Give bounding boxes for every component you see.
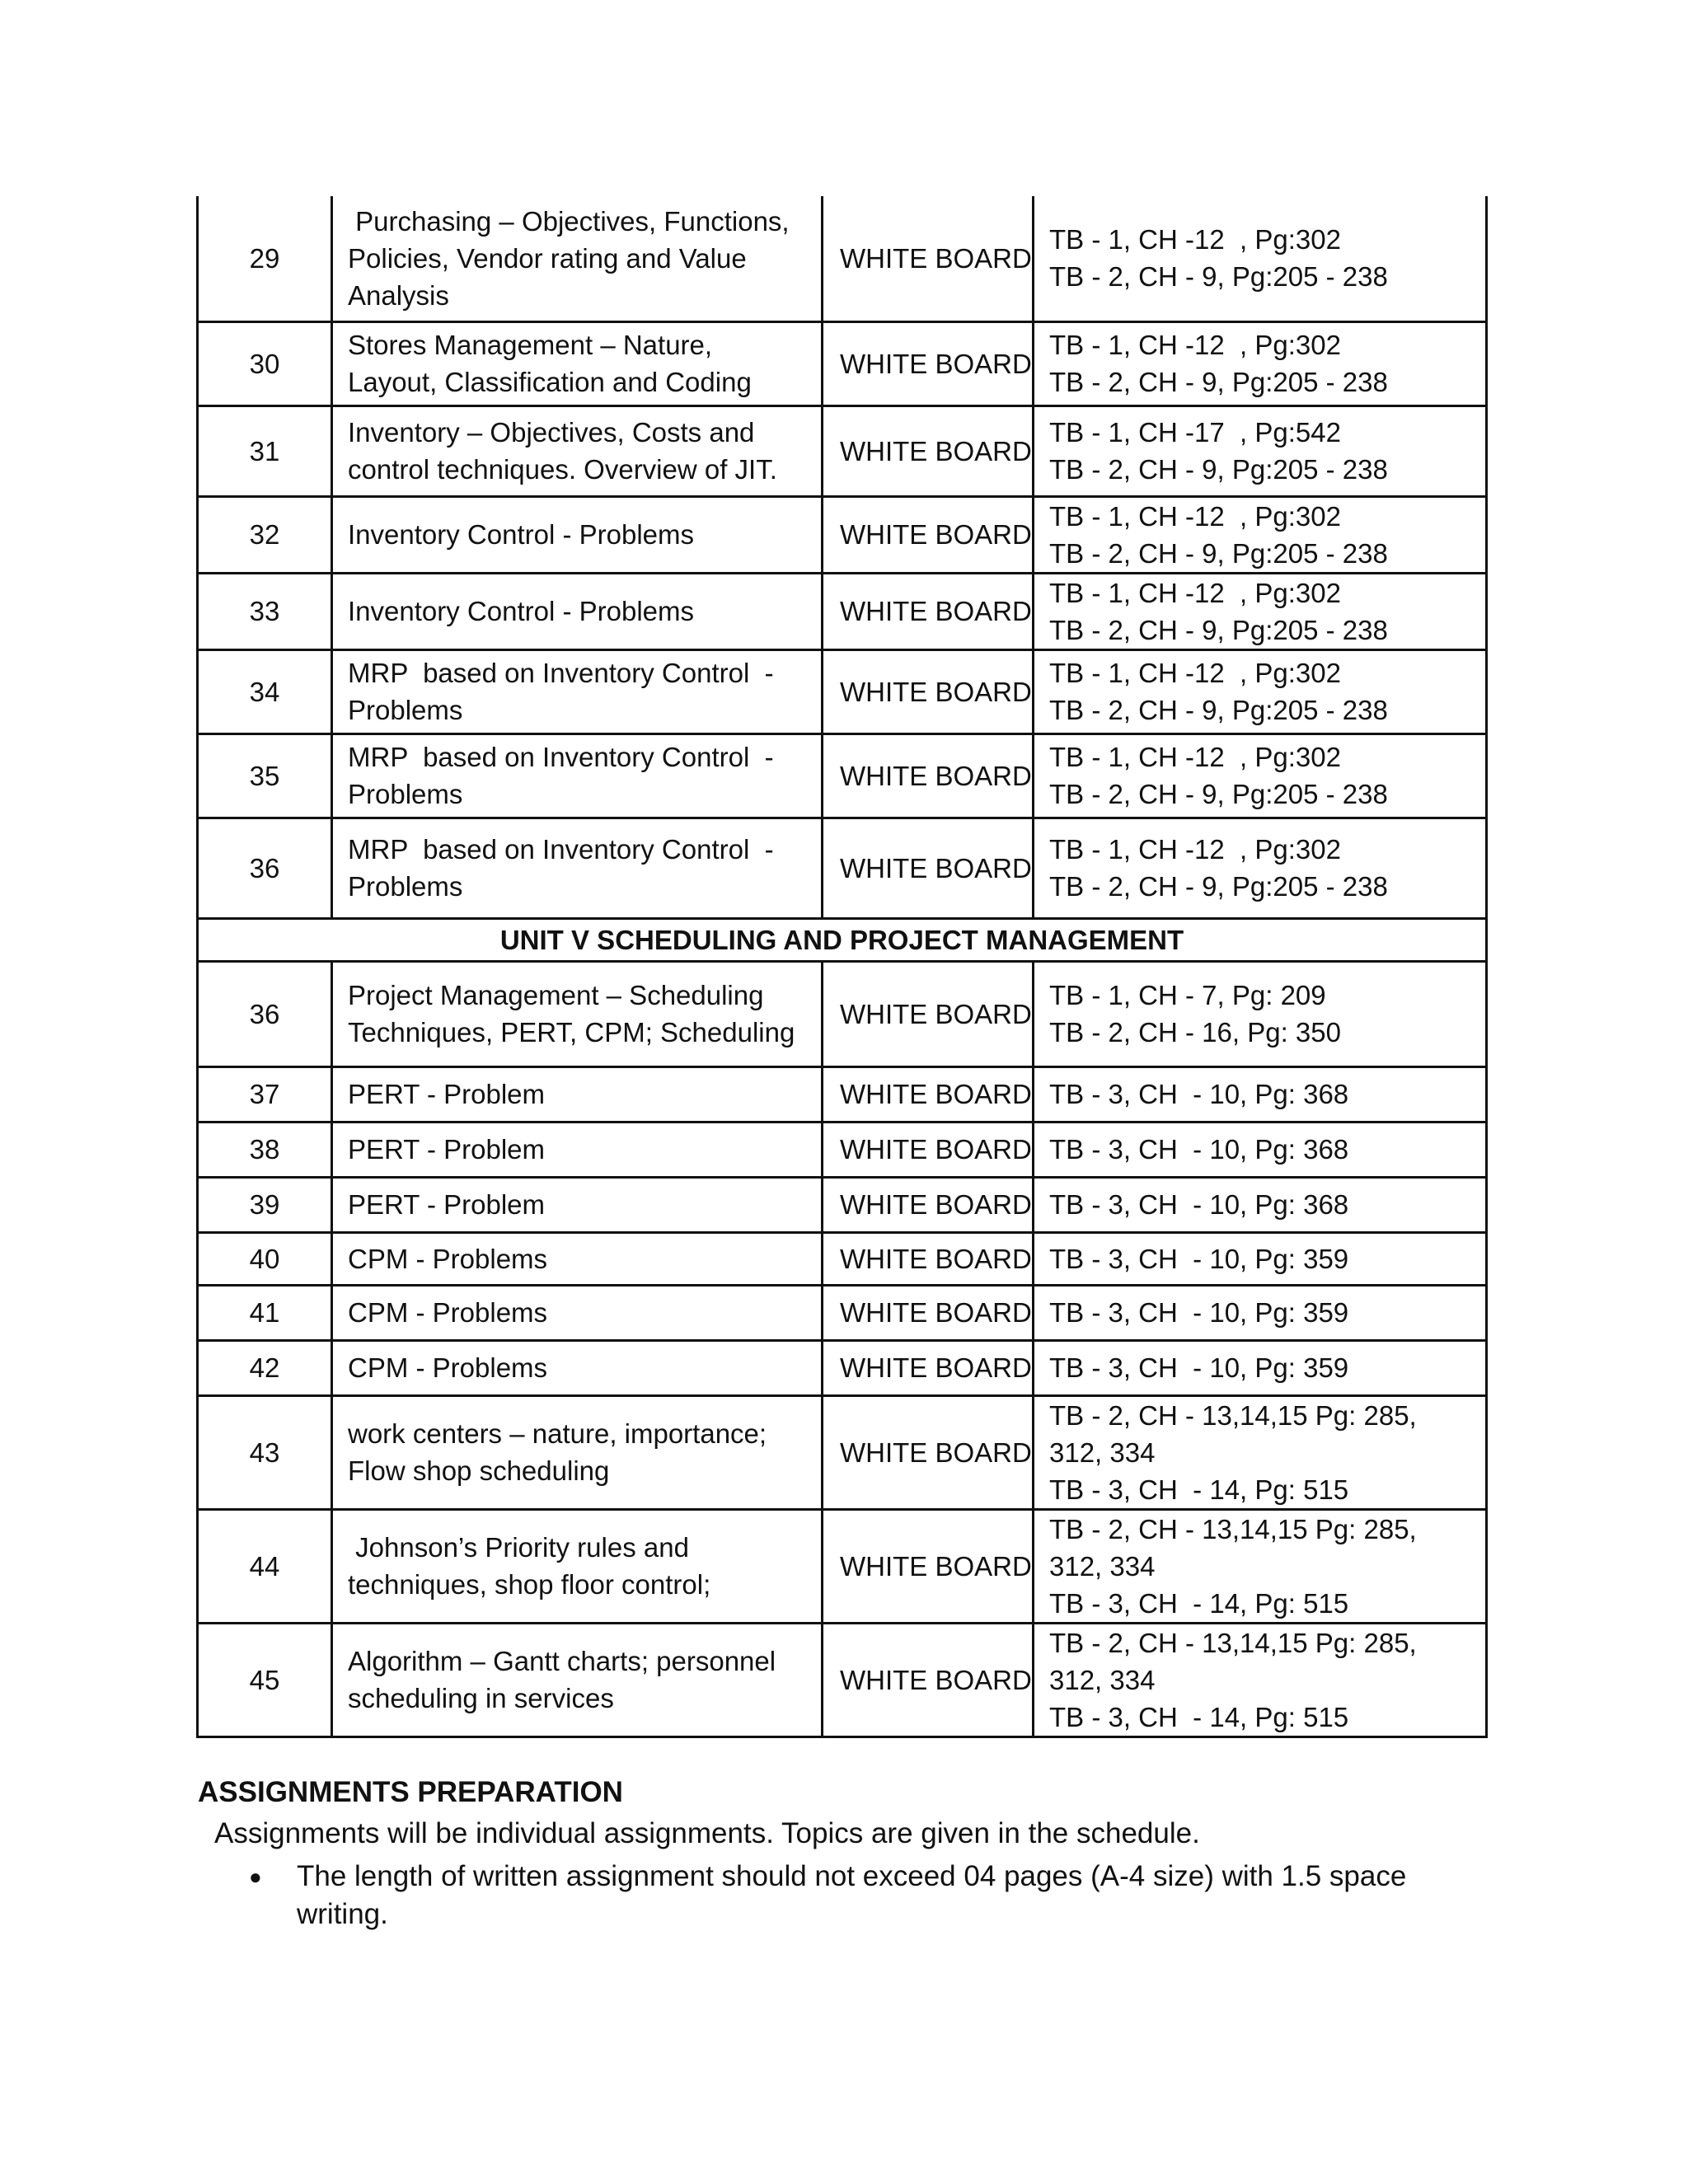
topic-cell	[332, 1395, 823, 1509]
session-number-cell: 33	[198, 573, 332, 649]
topic-cell	[332, 961, 823, 1066]
session-number-cell: 45	[198, 1623, 332, 1736]
session-number-cell: 29	[198, 196, 332, 321]
assignment-bullet-text: The length of written assignment should not exceed 04 pages (A-4 size) with 1.5 space writing.	[297, 1860, 1407, 1930]
topic-line: MRP based on Inventory Control -	[348, 834, 774, 865]
topic-cell	[332, 649, 823, 733]
topic-cell	[332, 1623, 823, 1736]
reference-cell	[1034, 1066, 1487, 1122]
topic-line: PERT - Problem	[348, 1134, 546, 1165]
teaching-aid-cell: WHITE BOARD	[823, 649, 1034, 733]
teaching-aid-cell: WHITE BOARD	[823, 1340, 1034, 1395]
topic-cell	[332, 1066, 823, 1122]
topic-line: Johnson’s Priority rules and	[348, 1532, 689, 1563]
session-number-cell: 39	[198, 1177, 332, 1232]
reference-line: TB - 3, CH - 10, Pg: 368	[1049, 1079, 1349, 1109]
table-row	[198, 1623, 1487, 1736]
reference-line: TB - 2, CH - 13,14,15 Pg: 285,	[1049, 1513, 1417, 1544]
teaching-aid-cell: WHITE BOARD	[823, 1232, 1034, 1285]
assignments-bullet-list	[249, 1858, 1485, 1933]
reference-line: TB - 3, CH - 10, Pg: 359	[1049, 1297, 1349, 1328]
reference-line: TB - 1, CH -12 , Pg:302	[1049, 742, 1341, 772]
assignment-bullet-item	[249, 1858, 1485, 1933]
reference-line: TB - 2, CH - 9, Pg:205 - 238	[1049, 537, 1388, 569]
table-row	[198, 573, 1487, 649]
topic-line: control techniques. Overview of JIT.	[348, 454, 777, 485]
teaching-aid-cell: WHITE BOARD	[823, 405, 1034, 496]
reference-line: 312, 334	[1049, 1664, 1156, 1695]
reference-cell	[1034, 818, 1487, 918]
topic-line: Techniques, PERT, CPM; Scheduling	[348, 1017, 795, 1047]
topic-line: Analysis	[348, 279, 449, 311]
table-row	[198, 1340, 1487, 1395]
reference-line: TB - 2, CH - 9, Pg:205 - 238	[1049, 695, 1388, 725]
reference-cell	[1034, 1395, 1487, 1509]
teaching-aid-cell: WHITE BOARD	[823, 1395, 1034, 1509]
session-number-cell: 34	[198, 649, 332, 733]
reference-cell	[1034, 1177, 1487, 1232]
reference-cell	[1034, 1122, 1487, 1177]
teaching-aid-cell: WHITE BOARD	[823, 1509, 1034, 1623]
session-number-cell: 35	[198, 733, 332, 818]
topic-line: MRP based on Inventory Control -	[348, 658, 774, 688]
session-number-cell: 30	[198, 321, 332, 405]
teaching-aid-cell: WHITE BOARD	[823, 1122, 1034, 1177]
teaching-aid-cell: WHITE BOARD	[823, 1623, 1034, 1736]
topic-line: Layout, Classification and Coding	[348, 367, 752, 397]
table-row	[198, 321, 1487, 405]
teaching-aid-cell: WHITE BOARD	[823, 1066, 1034, 1122]
assignments-intro: Assignments will be individual assignments. Topics are given in the schedule.	[214, 1817, 1200, 1849]
topic-line: CPM - Problems	[348, 1243, 548, 1274]
topic-line: Policies, Vendor rating and Value	[348, 242, 747, 274]
reference-cell	[1034, 649, 1487, 733]
reference-cell	[1034, 196, 1487, 321]
table-row	[198, 1066, 1487, 1122]
session-number-cell: 36	[198, 818, 332, 918]
reference-line: TB - 2, CH - 13,14,15 Pg: 285,	[1049, 1627, 1417, 1658]
unit-heading: UNIT V SCHEDULING AND PROJECT MANAGEMENT	[198, 918, 1487, 961]
table-row	[198, 1285, 1487, 1340]
reference-line: TB - 1, CH - 7, Pg: 209	[1049, 980, 1326, 1010]
session-number-cell: 44	[198, 1509, 332, 1623]
reference-cell	[1034, 496, 1487, 573]
reference-line: TB - 3, CH - 14, Pg: 515	[1049, 1474, 1349, 1505]
topic-line: Algorithm – Gantt charts; personnel	[348, 1646, 776, 1676]
reference-line: TB - 2, CH - 9, Pg:205 - 238	[1049, 261, 1388, 293]
table-row	[198, 1232, 1487, 1285]
teaching-aid-cell: WHITE BOARD	[823, 961, 1034, 1066]
reference-line: TB - 1, CH -12 , Pg:302	[1049, 658, 1341, 688]
teaching-aid-cell: WHITE BOARD	[823, 321, 1034, 405]
session-number-cell: 37	[198, 1066, 332, 1122]
reference-cell	[1034, 1623, 1487, 1736]
reference-line: TB - 2, CH - 16, Pg: 350	[1049, 1017, 1341, 1047]
reference-line: TB - 2, CH - 9, Pg:205 - 238	[1049, 367, 1388, 397]
reference-cell	[1034, 321, 1487, 405]
reference-line: TB - 2, CH - 13,14,15 Pg: 285,	[1049, 1399, 1417, 1431]
topic-line: Purchasing – Objectives, Functions,	[348, 205, 790, 237]
topic-line: Inventory – Objectives, Costs and	[348, 417, 755, 448]
topic-cell	[332, 1340, 823, 1395]
topic-line: Stores Management – Nature,	[348, 330, 713, 360]
teaching-aid-cell: WHITE BOARD	[823, 1177, 1034, 1232]
reference-line: TB - 1, CH -17 , Pg:542	[1049, 417, 1341, 448]
table-row	[198, 961, 1487, 1066]
reference-cell	[1034, 573, 1487, 649]
reference-line: 312, 334	[1049, 1436, 1156, 1468]
reference-line: TB - 1, CH -12 , Pg:302	[1049, 500, 1341, 532]
table-row	[198, 1177, 1487, 1232]
topic-line: Problems	[348, 871, 463, 902]
reference-line: TB - 2, CH - 9, Pg:205 - 238	[1049, 871, 1388, 902]
table-row	[198, 818, 1487, 918]
topic-line: Problems	[348, 779, 463, 809]
session-number-cell: 40	[198, 1232, 332, 1285]
topic-line: work centers – nature, importance;	[348, 1418, 767, 1449]
topic-line: techniques, shop floor control;	[348, 1569, 711, 1600]
topic-line: PERT - Problem	[348, 1079, 546, 1109]
session-number-cell: 38	[198, 1122, 332, 1177]
schedule-table-body	[198, 196, 1487, 1736]
reference-line: TB - 3, CH - 10, Pg: 359	[1049, 1243, 1349, 1274]
reference-line: TB - 1, CH -12 , Pg:302	[1049, 224, 1341, 255]
reference-cell	[1034, 1285, 1487, 1340]
topic-line: MRP based on Inventory Control -	[348, 742, 774, 772]
teaching-aid-cell: WHITE BOARD	[823, 573, 1034, 649]
teaching-aid-cell: WHITE BOARD	[823, 1285, 1034, 1340]
table-row	[198, 1395, 1487, 1509]
table-row	[198, 196, 1487, 321]
unit-heading-row	[198, 918, 1487, 961]
session-number-cell: 31	[198, 405, 332, 496]
topic-cell	[332, 1509, 823, 1623]
topic-cell	[332, 1122, 823, 1177]
reference-line: TB - 2, CH - 9, Pg:205 - 238	[1049, 454, 1388, 485]
reference-line: TB - 3, CH - 14, Pg: 515	[1049, 1701, 1349, 1732]
reference-line: TB - 2, CH - 9, Pg:205 - 238	[1049, 614, 1388, 645]
reference-line: TB - 3, CH - 10, Pg: 368	[1049, 1189, 1349, 1220]
reference-cell	[1034, 1509, 1487, 1623]
topic-line: Problems	[348, 695, 463, 725]
reference-line: TB - 3, CH - 10, Pg: 368	[1049, 1134, 1349, 1165]
reference-cell	[1034, 1340, 1487, 1395]
topic-cell	[332, 573, 823, 649]
session-number-cell: 43	[198, 1395, 332, 1509]
teaching-aid-cell: WHITE BOARD	[823, 196, 1034, 321]
table-row	[198, 733, 1487, 818]
reference-cell	[1034, 961, 1487, 1066]
reference-line: TB - 3, CH - 10, Pg: 359	[1049, 1352, 1349, 1383]
bullet-icon: ●	[249, 1864, 262, 1889]
reference-line: TB - 1, CH -12 , Pg:302	[1049, 330, 1341, 360]
topic-cell	[332, 321, 823, 405]
teaching-aid-cell: WHITE BOARD	[823, 818, 1034, 918]
topic-cell	[332, 818, 823, 918]
topic-line: Project Management – Scheduling	[348, 980, 764, 1010]
table-row	[198, 649, 1487, 733]
topic-cell	[332, 1232, 823, 1285]
session-number-cell: 32	[198, 496, 332, 573]
session-number-cell: 41	[198, 1285, 332, 1340]
topic-cell	[332, 1177, 823, 1232]
topic-line: scheduling in services	[348, 1683, 614, 1713]
topic-line: PERT - Problem	[348, 1189, 546, 1220]
topic-line: Inventory Control - Problems	[348, 519, 694, 550]
reference-cell	[1034, 405, 1487, 496]
session-number-cell: 42	[198, 1340, 332, 1395]
reference-line: TB - 1, CH -12 , Pg:302	[1049, 577, 1341, 608]
topic-cell	[332, 496, 823, 573]
reference-cell	[1034, 733, 1487, 818]
reference-line: TB - 1, CH -12 , Pg:302	[1049, 834, 1341, 865]
topic-cell	[332, 196, 823, 321]
topic-cell	[332, 1285, 823, 1340]
topic-line: Flow shop scheduling	[348, 1455, 610, 1486]
reference-line: 312, 334	[1049, 1550, 1156, 1582]
reference-line: TB - 3, CH - 14, Pg: 515	[1049, 1587, 1349, 1619]
assignments-heading: ASSIGNMENTS PREPARATION	[198, 1776, 623, 1808]
reference-cell	[1034, 1232, 1487, 1285]
table-row	[198, 496, 1487, 573]
schedule-table	[196, 196, 1488, 1738]
reference-line: TB - 2, CH - 9, Pg:205 - 238	[1049, 779, 1388, 809]
topic-cell	[332, 405, 823, 496]
teaching-aid-cell: WHITE BOARD	[823, 733, 1034, 818]
table-row	[198, 1122, 1487, 1177]
table-row	[198, 405, 1487, 496]
topic-line: Inventory Control - Problems	[348, 596, 694, 626]
topic-cell	[332, 733, 823, 818]
session-number-cell: 36	[198, 961, 332, 1066]
topic-line: CPM - Problems	[348, 1352, 548, 1383]
table-row	[198, 1509, 1487, 1623]
teaching-aid-cell: WHITE BOARD	[823, 496, 1034, 573]
topic-line: CPM - Problems	[348, 1297, 548, 1328]
